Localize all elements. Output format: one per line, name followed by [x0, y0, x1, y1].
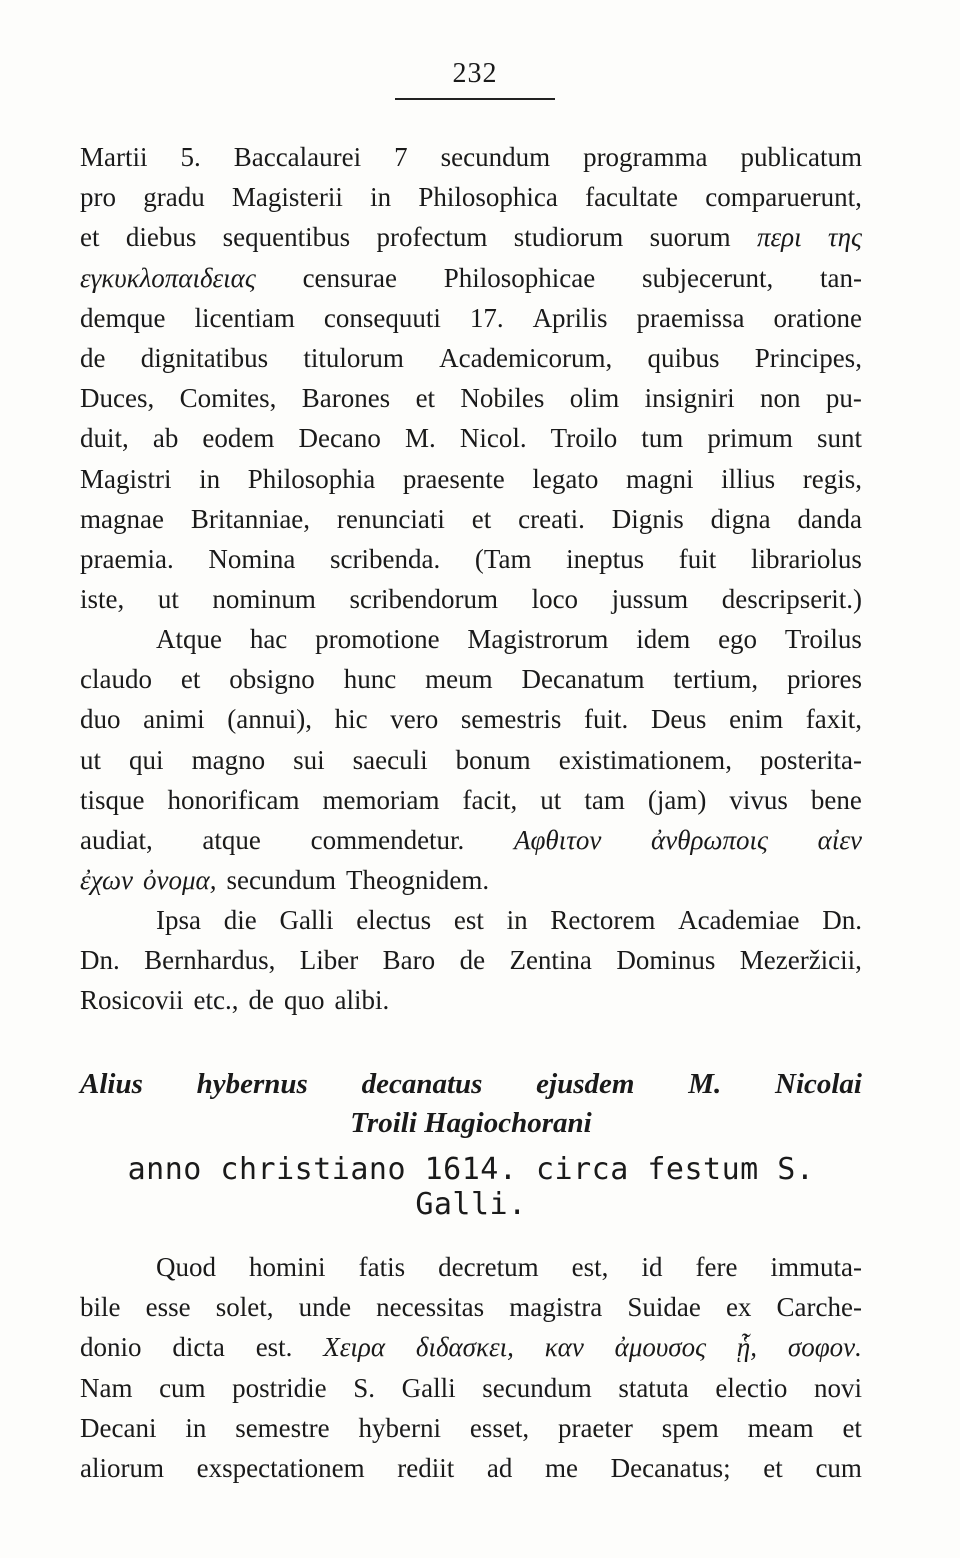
word: Baccalaurei [233, 142, 362, 172]
word: secundum [226, 865, 336, 896]
word: esset, [469, 1412, 530, 1443]
word: magni [626, 463, 694, 494]
word: quibus [647, 342, 720, 373]
word: memoriam [322, 784, 440, 815]
word: publicatum [740, 142, 862, 172]
text-line [80, 1247, 862, 1287]
word: programma [583, 142, 708, 172]
word: εγκυκλοπαιδειας [80, 262, 256, 293]
word: olim [569, 383, 620, 414]
word: quo [283, 985, 325, 1016]
text-line [80, 1327, 862, 1367]
word: in [506, 905, 528, 935]
word: iste, [80, 584, 125, 615]
word: Rosicovii [80, 985, 184, 1016]
word: Carche- [776, 1292, 862, 1323]
word: hyberni [358, 1412, 441, 1443]
word: praeter [557, 1412, 633, 1443]
word: Philosophicae [443, 262, 596, 293]
word: (jam) [647, 784, 707, 815]
word: saeculi [352, 744, 428, 775]
word: illius [721, 463, 776, 494]
word: ut [80, 744, 102, 775]
word: M. [405, 423, 436, 454]
text-line [80, 940, 862, 980]
word: Deus [650, 704, 707, 735]
word: 5. [180, 142, 201, 172]
word: nominum [212, 584, 316, 615]
word: Atque [156, 624, 222, 654]
page-number-rule [395, 98, 555, 100]
word: de [459, 945, 486, 976]
word: Nicol. [459, 423, 527, 454]
word: Britanniae, [190, 503, 311, 534]
word: posterita- [759, 744, 862, 775]
text-line [80, 780, 862, 820]
text-line [80, 740, 862, 780]
word: obsigno [229, 664, 315, 695]
word: Troilus [784, 624, 862, 654]
word: Mezeržicii, [739, 945, 862, 976]
word: praemia. [80, 543, 174, 574]
word: aliorum [80, 1452, 164, 1483]
word: meam [747, 1412, 814, 1443]
word: secundum [482, 1372, 592, 1403]
word: Decanatus; [610, 1452, 731, 1483]
word: insigniri [644, 383, 735, 414]
word: αἰεν [817, 824, 862, 855]
heading-line-2: Troili Hagiochorani [350, 1107, 592, 1139]
word: dicta [172, 1332, 225, 1363]
word: alibi. [334, 985, 390, 1016]
text-line [80, 980, 862, 1020]
word: titulorum [303, 342, 404, 373]
text-line [80, 820, 862, 860]
word: promotione [315, 624, 440, 654]
word: bile [80, 1292, 121, 1323]
word: animi [143, 704, 205, 735]
word: Comites, [179, 383, 277, 414]
word: hic [334, 704, 368, 735]
paragraph-4 [80, 1247, 862, 1488]
word: duit, [80, 423, 129, 454]
word: et [842, 1412, 862, 1443]
text-line [80, 499, 862, 539]
word: electus [356, 905, 432, 935]
word: tum [641, 423, 684, 454]
word: in [185, 1412, 207, 1443]
word: Suidae [627, 1292, 701, 1323]
word: decretum [438, 1252, 539, 1282]
word: enim [729, 704, 784, 735]
word: cum [815, 1452, 862, 1483]
word: Martii [80, 142, 148, 172]
word: et [80, 222, 100, 253]
word: Magistri [80, 463, 172, 494]
word: ut [540, 784, 562, 815]
word: de [80, 342, 106, 373]
word: qui [129, 744, 164, 775]
paragraph-3 [80, 900, 862, 1021]
word: fatis [358, 1252, 406, 1282]
word: studiorum [513, 222, 624, 253]
word: electio [715, 1372, 788, 1403]
word: fuit. [584, 704, 629, 735]
word: Nam [80, 1372, 133, 1403]
word: homini [249, 1252, 326, 1282]
word: faxit, [805, 704, 862, 735]
word: facultate [585, 182, 679, 213]
word: Philosophica [418, 182, 558, 213]
word: tisque [80, 784, 145, 815]
word: rediit [397, 1452, 455, 1483]
word: καν [544, 1332, 584, 1363]
word: commendetur. [310, 824, 465, 855]
word: audiat, [80, 824, 153, 855]
word: Dominus [616, 945, 716, 976]
word: est, [571, 1252, 609, 1282]
word: donio [80, 1332, 142, 1363]
word: et [763, 1452, 783, 1483]
word: Baro [382, 945, 436, 976]
word: magistra [509, 1292, 603, 1323]
word: fere [695, 1252, 738, 1282]
word: 17. [469, 302, 504, 333]
text-line [80, 217, 862, 257]
word: est [453, 905, 484, 935]
word: descripserit.) [721, 584, 862, 615]
word: Academicorum, [439, 342, 613, 373]
word: unde [298, 1292, 352, 1323]
word: ἀμουσος [614, 1332, 707, 1363]
word: sunt [816, 423, 862, 454]
word: eodem [202, 423, 275, 454]
word: librariolus [750, 543, 862, 574]
word: oratione [773, 302, 862, 333]
word: magnae [80, 503, 164, 534]
word: fuit [678, 543, 717, 574]
word: immuta- [770, 1252, 862, 1282]
text-line [80, 860, 862, 900]
word: dignitatibus [140, 342, 269, 373]
word: Magisterii [231, 182, 343, 213]
paragraph-2 [80, 619, 862, 900]
word: περι [756, 222, 802, 253]
word: idem [636, 624, 691, 654]
word: Aprilis [532, 302, 608, 333]
word: ad [486, 1452, 513, 1483]
word: postridie [232, 1372, 327, 1403]
text-line [80, 619, 862, 659]
page-number: 232 [452, 58, 498, 89]
word: praesente [402, 463, 505, 494]
word: solet, [215, 1292, 274, 1323]
word: diebus [125, 222, 197, 253]
word: pu- [825, 383, 862, 414]
word: tertium, [673, 664, 759, 695]
word: jussum [611, 584, 689, 615]
word: ineptus [566, 543, 645, 574]
word: de [248, 985, 274, 1016]
text-line [80, 378, 862, 418]
heading-line-1: Alius hybernus decanatus ejusdem M. Nicolai [80, 1068, 862, 1100]
word: vivus [729, 784, 788, 815]
word: ᾗ, [736, 1332, 758, 1363]
word: ἐχων [80, 865, 133, 896]
word: subjecerunt, [642, 262, 774, 293]
word: gradu [143, 182, 205, 213]
word: duo [80, 704, 121, 735]
word: ex [725, 1292, 752, 1323]
word: et [180, 664, 201, 695]
word: consequuti [323, 302, 441, 333]
text-line [80, 298, 862, 338]
word: vero [390, 704, 439, 735]
word: Αφθιτον [514, 824, 602, 855]
word: et [415, 383, 436, 414]
word: comparuerunt, [705, 182, 862, 213]
word: tam [584, 784, 625, 815]
word: Galli [279, 905, 334, 935]
word: bonum [455, 744, 531, 775]
text-line [80, 900, 862, 940]
word: 7 [394, 142, 408, 172]
word: praemissa [636, 302, 745, 333]
word: demque [80, 302, 166, 333]
word: honorificam [167, 784, 300, 815]
word: Decano [298, 423, 381, 454]
word: primum [707, 423, 793, 454]
paragraph-1 [80, 137, 862, 619]
word: σοφον. [787, 1332, 862, 1363]
word: statuta [618, 1372, 689, 1403]
word: Principes, [754, 342, 862, 373]
word: Dignis [611, 503, 684, 534]
text-line [80, 418, 862, 458]
word: existimationem, [558, 744, 732, 775]
text-line [80, 659, 862, 699]
word: ut [157, 584, 179, 615]
word: suorum [649, 222, 731, 253]
word: loco [531, 584, 579, 615]
word: secundum [440, 142, 551, 172]
word: legato [532, 463, 599, 494]
word: facit, [462, 784, 518, 815]
word: cum [159, 1372, 206, 1403]
word: Dn. [80, 945, 120, 976]
word: (annui), [227, 704, 312, 735]
date-line: anno christiano 1614. circa festum S. Galli. [127, 1152, 815, 1222]
text-line [80, 137, 862, 177]
word: Magistrorum [467, 624, 609, 654]
word: Duces, [80, 383, 155, 414]
word: semestris [460, 704, 562, 735]
word: Troilo [550, 423, 618, 454]
text-line [80, 539, 862, 579]
word: (Tam [474, 543, 532, 574]
word: etc., [193, 985, 239, 1016]
word: me [545, 1452, 579, 1483]
word: Quod [156, 1252, 216, 1282]
word: profectum [376, 222, 488, 253]
word: atque [202, 824, 261, 855]
word: Galli [401, 1372, 456, 1403]
word: hunc [343, 664, 397, 695]
word: licentiam [194, 302, 295, 333]
word: in [370, 182, 392, 213]
word: Rectorem [550, 905, 656, 935]
word: creati. [518, 503, 585, 534]
word: Barones [301, 383, 391, 414]
word: Dn. [822, 905, 862, 935]
word: semestre [235, 1412, 330, 1443]
word: scribenda. [330, 543, 441, 574]
word: novi [813, 1372, 862, 1403]
word: Liber [299, 945, 359, 976]
word: et [471, 503, 492, 534]
word: ego [718, 624, 758, 654]
word: spem [661, 1412, 719, 1443]
word: ἀνθρωποις [651, 824, 768, 855]
word: Zentina [509, 945, 592, 976]
word: ab [152, 423, 179, 454]
word: in [199, 463, 221, 494]
word: esse [145, 1292, 191, 1323]
word: renunciati [336, 503, 445, 534]
word: Theognidem. [345, 865, 490, 896]
word: tan- [820, 262, 862, 293]
text-line [80, 258, 862, 298]
word: necessitas [376, 1292, 485, 1323]
word: διδασκει, [415, 1332, 514, 1363]
word: claudo [80, 664, 152, 695]
word: Decanatum [521, 664, 645, 695]
word: scribendorum [349, 584, 498, 615]
word: Academiae [678, 905, 800, 935]
word: est. [255, 1332, 293, 1363]
text-line [80, 579, 862, 619]
text-line [80, 699, 862, 739]
word: digna [710, 503, 771, 534]
word: hac [249, 624, 288, 654]
text-line [80, 1368, 862, 1408]
word: pro [80, 182, 116, 213]
text-line [80, 1448, 862, 1488]
word: priores [787, 664, 862, 695]
word: non [760, 383, 801, 414]
word: της [827, 222, 862, 253]
word: magno [191, 744, 266, 775]
word: meum [425, 664, 493, 695]
word: ὀνομα, [143, 865, 217, 896]
text-line [80, 177, 862, 217]
word: sequentibus [222, 222, 351, 253]
word: Decani [80, 1412, 157, 1443]
text-line [80, 338, 862, 378]
word: exspectationem [196, 1452, 365, 1483]
word: regis, [802, 463, 862, 494]
word: censurae [302, 262, 398, 293]
word: die [223, 905, 257, 935]
word: sui [293, 744, 325, 775]
word: Nobiles [460, 383, 545, 414]
text-line [80, 1287, 862, 1327]
word: Χειρα [323, 1332, 386, 1363]
word: id [641, 1252, 663, 1282]
word: S. [353, 1372, 376, 1403]
text-line [80, 459, 862, 499]
word: Ipsa [156, 905, 201, 935]
word: danda [797, 503, 862, 534]
word: Philosophia [247, 463, 376, 494]
word: Nomina [208, 543, 296, 574]
word: bene [810, 784, 862, 815]
word: Bernhardus, [144, 945, 276, 976]
text-line [80, 1408, 862, 1448]
